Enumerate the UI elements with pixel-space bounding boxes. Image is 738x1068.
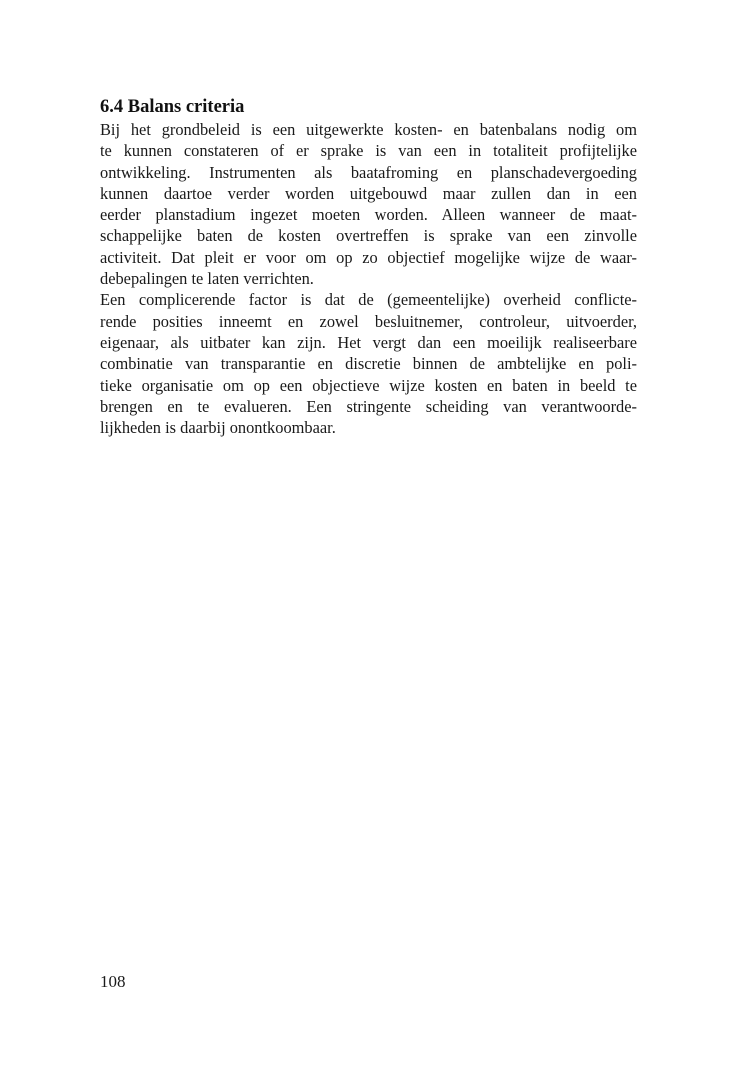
text-line: te kunnen constateren of er sprake is van een in totaliteit profijtelijke xyxy=(100,141,637,161)
text-line: Bij het grondbeleid is een uitgewerkte kosten- en batenbalans nodig om xyxy=(100,120,637,139)
text-line: combinatie van transparantie en discretie binnen de ambtelijke en poli- xyxy=(100,354,637,374)
text-line: Een complicerende factor is dat de (gemeentelijke) overheid conflicte- xyxy=(100,290,637,310)
page-number: 108 xyxy=(100,972,126,991)
text-line: debepalingen te laten verrichten. xyxy=(100,269,314,289)
text-line: tieke organisatie om op een objectieve wijze kosten en baten in beeld te xyxy=(100,375,637,395)
text-line: schappelijke baten de kosten overtreffen is sprake van een zinvolle xyxy=(100,226,637,246)
text-line: kunnen daartoe verder worden uitgebouwd maar zullen dan in een xyxy=(100,183,637,203)
text-line: eerder planstadium ingezet moeten worden. Alleen wanneer de maat- xyxy=(100,205,637,225)
text-line: activiteit. Dat pleit er voor om op zo objectief mogelijke wijze de waar- xyxy=(100,247,637,267)
section-heading: 6.4 Balans criteria xyxy=(100,97,245,117)
text-line: brengen en te evalueren. Een stringente scheiding van verantwoorde- xyxy=(100,396,637,416)
page-content xyxy=(100,96,637,438)
text-line: ontwikkeling. Instrumenten als baatafroming en planschadevergoeding xyxy=(100,162,637,182)
text-line: rende posities inneemt en zowel besluitnemer, controleur, uitvoerder, xyxy=(100,311,637,331)
paragraph-1 xyxy=(100,119,637,289)
text-line: lijkheden is daarbij onontkoombaar. xyxy=(100,418,336,438)
paragraph-2 xyxy=(100,289,637,438)
text-line: eigenaar, als uitbater kan zijn. Het vergt dan een moeilijk realiseerbare xyxy=(100,332,637,352)
